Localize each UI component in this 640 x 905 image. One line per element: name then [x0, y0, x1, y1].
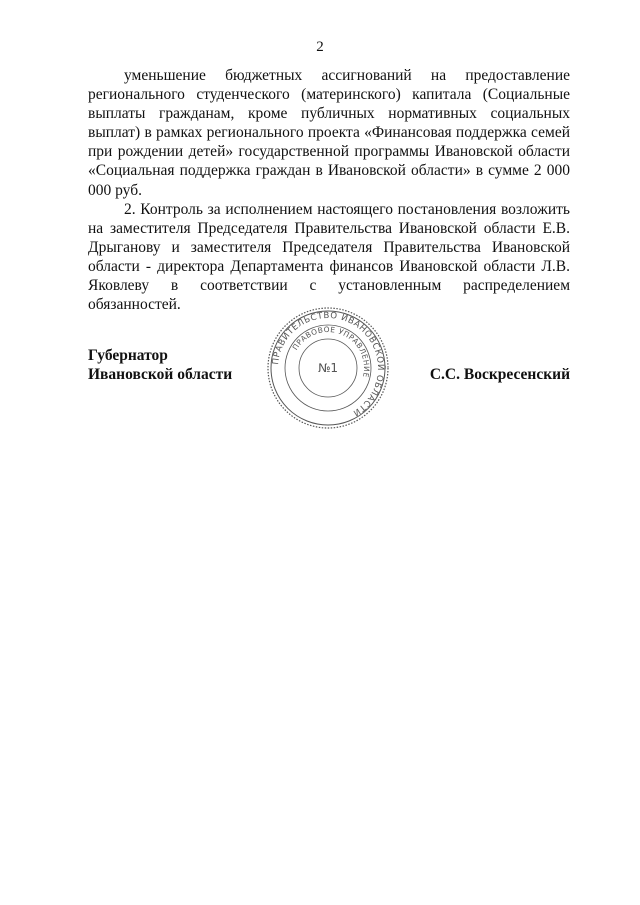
seal-outer-text: ПРАВИТЕЛЬСТВО ИВАНОВСКОЙ ОБЛАСТИ: [271, 310, 386, 418]
position-line-2: Ивановской области: [88, 366, 233, 383]
page-number: 2: [316, 39, 324, 55]
position-line-1: Губернатор: [88, 347, 168, 364]
paragraph-item-2: 2. Контроль за исполнением настоящего постановления возложить на заместителя Председателя Правительства Ивановской области Е.В. Дрыганову и заместителя Председателя Правительства Ивановской области - директора Департамента финансов Ивановской области Л.В. Яковлеву в соответствии с установленным распределением обязанностей.: [88, 200, 570, 314]
seal-inner-text: ПРАВОВОЕ УПРАВЛЕНИЕ: [290, 324, 372, 379]
official-seal: [266, 306, 390, 430]
paragraph-continuation: уменьшение бюджетных ассигнований на предоставление регионального студенческого (материнского) капитала (Социальные выплаты гражданам, кроме публичных нормативных социальных выплат) в рамках регионального проекта «Финансовая поддержка семей при рождении детей» государственной программы Ивановской области «Социальная поддержка граждан в Ивановской области» в сумме 2 000 000 руб.: [88, 67, 570, 199]
signatory-position: [88, 346, 232, 384]
signatory-name: С.С. Воскресенский: [429, 366, 570, 383]
document-body: [88, 66, 570, 314]
seal-center-text: №1: [317, 361, 339, 375]
